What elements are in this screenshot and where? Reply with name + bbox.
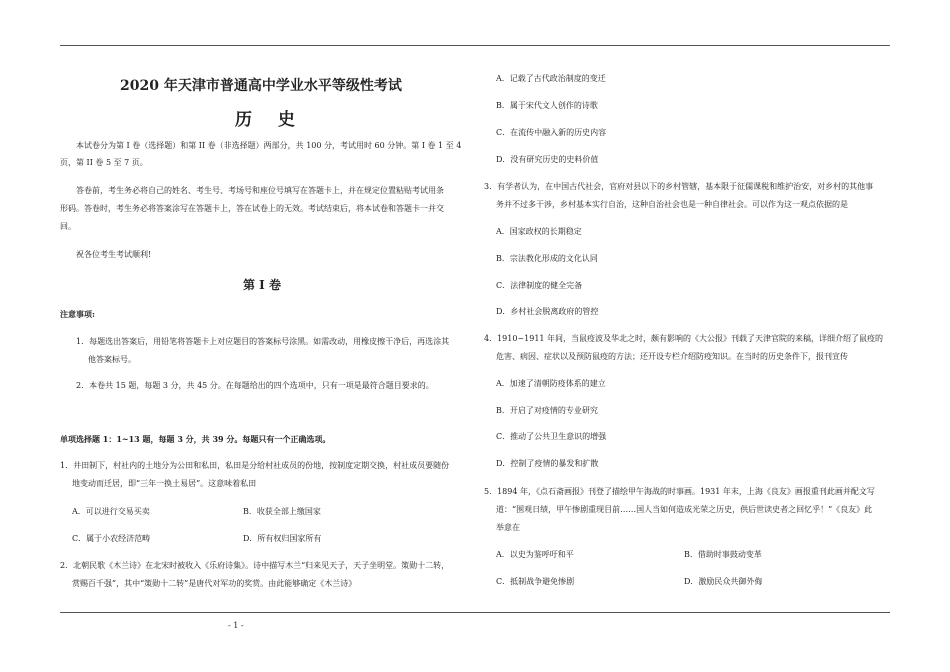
q3-option-a: A．国家政权的长期稳定 <box>496 227 582 236</box>
q3-option-b: B．宗法教化形成的文化认同 <box>496 254 598 263</box>
q5-line1: 5．1894 年，《点石斋画报》刊登了描绘甲午海战的时事画。1931 年末，上海《良友》画报重刊此画并配文写 <box>484 487 875 496</box>
q2-option-d: D．没有研究历史的史料价值 <box>496 155 599 164</box>
q3-option-d: D．乡村社会脱离政府的管控 <box>496 307 599 316</box>
q5-option-a: A．以史为鉴呼吁和平 <box>496 550 574 559</box>
q4-line1: 4．1910~1911 年间，当鼠疫波及华北之时，颇有影响的《大公报》刊载了天津官院的来稿，详细介绍了鼠疫的 <box>484 334 884 343</box>
q4-line2: 危害、病因、症状以及预防鼠疫的方法；还开设专栏介绍防疫知识。在当时的历史条件下，报刊宣传 <box>496 352 848 361</box>
note1-line2: 他答案标号。 <box>88 355 136 364</box>
q3-line1: 3．有学者认为，在中国古代社会，官府对县以下的乡村管辖，基本限于征儒课税和维护治安，对乡村的其他事 <box>484 182 874 191</box>
instructions-p2-line3: 回。 <box>60 222 76 231</box>
q1-line1: 1．井田制下，村社内的土地分为公田和私田，私田是分给村社成员的份地，按制度定期交换，村社成员要随份 <box>60 461 450 470</box>
q4-option-a: A．加速了清朝防疫体系的建立 <box>496 379 606 388</box>
instructions-p2-line2: 形码。答卷时，考生务必将答案涂写在答题卡上，答在试卷上的无效。考试结束后，将本试卷和答题卡一并交 <box>60 204 444 213</box>
note2: 2．本卷共 15 题，每题 3 分，共 45 分。在每题给出的四个选项中，只有一项是最符合题目要求的。 <box>76 381 434 390</box>
instructions-p1-line1: 本试卷分为第 I 卷（选择题）和第 II 卷（非选择题）两部分，共 100 分，考试用时 60 分钟。第 I 卷 1 至 4 <box>76 141 462 150</box>
q5-line3: 举意在 <box>496 523 520 532</box>
volume-title: 第 I 卷 <box>243 278 281 292</box>
q1-option-b: B．收获全部上缴国家 <box>243 507 321 516</box>
q2-line1: 2．北朝民歌《木兰诗》在北宋时被收入《乐府诗集》。诗中描写木兰“归来见天子，天子坐明堂。策勋十二转， <box>60 561 450 570</box>
q4-option-d: D．控制了疫情的暴发和扩散 <box>496 459 599 468</box>
q5-option-c: C．抵制战争避免惨剧 <box>496 577 575 586</box>
q1-option-a: A．可以进行交易买卖 <box>72 507 150 516</box>
instructions-p3: 祝各位考生考试顺利! <box>76 250 152 259</box>
q3-option-c: C．法律制度的健全完备 <box>496 281 583 290</box>
q5-option-b: B．借助时事鼓动变革 <box>684 550 762 559</box>
q2-option-b: B．属于宋代文人创作的诗歌 <box>496 101 598 110</box>
q5-line2: 道：“围观日绩，甲午惨剧重现目前……国人当如何造成光荣之历史，供后世读史者之回忆乎！”《良友》此 <box>496 505 873 514</box>
top-rule <box>60 45 890 46</box>
instructions-p2-line1: 答卷前，考生务必将自己的姓名、考生号、考场号和座位号填写在答题卡上，并在规定位置粘贴考试用条 <box>76 186 444 195</box>
notice-label: 注意事项: <box>60 309 95 319</box>
exam-title: 2020 年天津市普通高中学业水平等级性考试 <box>120 78 402 94</box>
q1-option-d: D．所有权归国家所有 <box>243 534 322 543</box>
single-choice-header: 单项选择题 1：1~13 题，每题 3 分，共 39 分。每题只有一个正确选项。 <box>60 434 331 444</box>
q1-line2: 地变动而迁居，即“三年一换土易居”。这意味着私田 <box>72 479 257 488</box>
q5-option-d: D．激励民众共御外侮 <box>684 577 763 586</box>
q3-line2: 务并不过多干涉，乡村基本实行自治，这种自治社会也是一种自律社会。可以作为这一观点依据的是 <box>496 200 848 209</box>
q4-option-c: C．推动了公共卫生意识的增强 <box>496 432 607 441</box>
q2-line2: 赏赐百千强”，其中“策勋十二转”是唐代对军功的奖赏。由此能够确定《木兰诗》 <box>72 579 357 588</box>
instructions-p1-line2: 页，第 II 卷 5 至 7 页。 <box>60 158 148 167</box>
subject-title: 历 史 <box>235 110 305 130</box>
bottom-rule <box>60 612 890 613</box>
page-number: - 1 - <box>228 621 244 630</box>
q1-option-c: C．属于小农经济范畴 <box>72 534 151 543</box>
q2-option-a: A．记载了古代政治制度的变迁 <box>496 74 606 83</box>
note1-line1: 1．每题选出答案后，用铅笔将答题卡上对应题目的答案标号涂黑。如需改动，用橡皮擦干净后，再选涂其 <box>76 337 450 346</box>
q4-option-b: B．开启了对疫情的专业研究 <box>496 406 598 415</box>
q2-option-c: C．在流传中融入新的历史内容 <box>496 128 607 137</box>
